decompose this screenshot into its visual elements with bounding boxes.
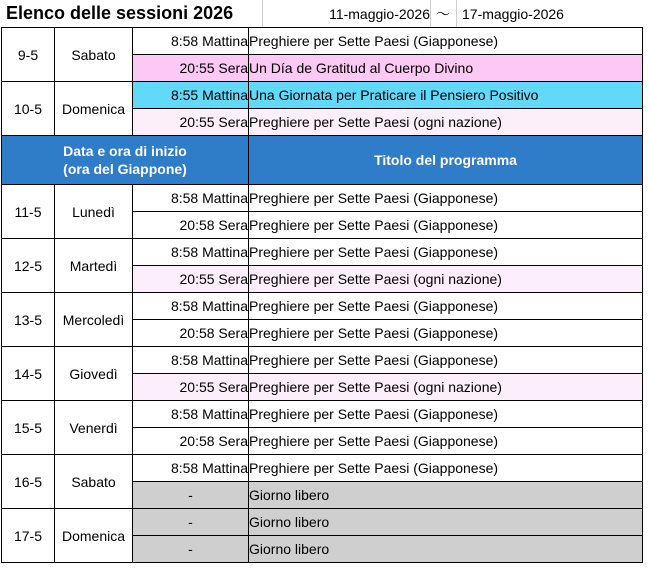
page-title: Elenco delle sessioni 2026 xyxy=(6,3,234,23)
time-cell: 20:58 Sera xyxy=(133,320,249,347)
table-row xyxy=(2,82,643,109)
time-cell: 8:55 Mattina xyxy=(133,82,249,109)
time-cell: 8:58 Mattina xyxy=(133,28,249,55)
table-row xyxy=(2,509,643,536)
program-cell: Una Giornata per Praticare il Pensiero Positivo xyxy=(249,82,643,109)
time-cell: 20:55 Sera xyxy=(133,55,249,82)
program-cell: Giorno libero xyxy=(249,482,643,509)
program-cell: Preghiere per Sette Paesi (Giapponese) xyxy=(249,401,643,428)
day-cell: Domenica xyxy=(55,509,133,563)
sheet-header xyxy=(0,0,649,27)
table-row xyxy=(2,455,643,482)
date-cell: 16-5 xyxy=(2,455,55,509)
date-from: 11-maggio-2026 xyxy=(329,6,430,22)
table-row xyxy=(2,347,643,374)
date-cell: 13-5 xyxy=(2,293,55,347)
date-range-separator: ～ xyxy=(436,6,450,22)
program-cell: Giorno libero xyxy=(249,509,643,536)
program-cell: Preghiere per Sette Paesi (Giapponese) xyxy=(249,212,643,239)
column-header-datetime-line1: Data e ora di inizio xyxy=(63,143,187,159)
time-cell: 8:58 Mattina xyxy=(133,455,249,482)
program-cell: Preghiere per Sette Paesi (ogni nazione) xyxy=(249,109,643,136)
program-cell: Preghiere per Sette Paesi (Giapponese) xyxy=(249,347,643,374)
program-cell: Giorno libero xyxy=(249,536,643,563)
table-row xyxy=(2,293,643,320)
time-cell: - xyxy=(133,509,249,536)
day-cell: Sabato xyxy=(55,455,133,509)
table-row xyxy=(2,401,643,428)
day-cell: Sabato xyxy=(55,28,133,82)
date-cell: 15-5 xyxy=(2,401,55,455)
table-row xyxy=(2,185,643,212)
day-cell: Giovedì xyxy=(55,347,133,401)
program-cell: Preghiere per Sette Paesi (Giapponese) xyxy=(249,293,643,320)
column-header-program: Titolo del programma xyxy=(249,136,643,185)
time-cell: 8:58 Mattina xyxy=(133,347,249,374)
column-header-datetime-line2: (ora del Giappone) xyxy=(63,161,187,177)
time-cell: 20:58 Sera xyxy=(133,428,249,455)
column-header-datetime xyxy=(2,136,249,185)
program-cell: Preghiere per Sette Paesi (Giapponese) xyxy=(249,455,643,482)
schedule-table xyxy=(1,27,643,563)
time-cell: 8:58 Mattina xyxy=(133,239,249,266)
time-cell: 20:58 Sera xyxy=(133,212,249,239)
program-cell: Preghiere per Sette Paesi (Giapponese) xyxy=(249,428,643,455)
date-cell: 10-5 xyxy=(2,82,55,136)
column-header-row xyxy=(2,136,643,185)
date-to: 17-maggio-2026 xyxy=(462,6,564,22)
date-cell: 14-5 xyxy=(2,347,55,401)
program-cell: Preghiere per Sette Paesi (Giapponese) xyxy=(249,185,643,212)
day-cell: Martedì xyxy=(55,239,133,293)
day-cell: Lunedì xyxy=(55,185,133,239)
day-cell: Domenica xyxy=(55,82,133,136)
time-cell: 8:58 Mattina xyxy=(133,401,249,428)
program-cell: Preghiere per Sette Paesi (ogni nazione) xyxy=(249,374,643,401)
time-cell: 20:55 Sera xyxy=(133,109,249,136)
day-cell: Venerdì xyxy=(55,401,133,455)
time-cell: 20:55 Sera xyxy=(133,266,249,293)
program-cell: Un Día de Gratitud al Cuerpo Divino xyxy=(249,55,643,82)
program-cell: Preghiere per Sette Paesi (Giapponese) xyxy=(249,239,643,266)
time-cell: 8:58 Mattina xyxy=(133,185,249,212)
time-cell: 8:58 Mattina xyxy=(133,293,249,320)
date-cell: 17-5 xyxy=(2,509,55,563)
date-cell: 11-5 xyxy=(2,185,55,239)
table-row xyxy=(2,239,643,266)
time-cell: - xyxy=(133,482,249,509)
date-cell: 9-5 xyxy=(2,28,55,82)
date-cell: 12-5 xyxy=(2,239,55,293)
program-cell: Preghiere per Sette Paesi (Giapponese) xyxy=(249,320,643,347)
time-cell: - xyxy=(133,536,249,563)
table-row xyxy=(2,28,643,55)
program-cell: Preghiere per Sette Paesi (ogni nazione) xyxy=(249,266,643,293)
time-cell: 20:55 Sera xyxy=(133,374,249,401)
day-cell: Mercoledì xyxy=(55,293,133,347)
program-cell: Preghiere per Sette Paesi (Giapponese) xyxy=(249,28,643,55)
